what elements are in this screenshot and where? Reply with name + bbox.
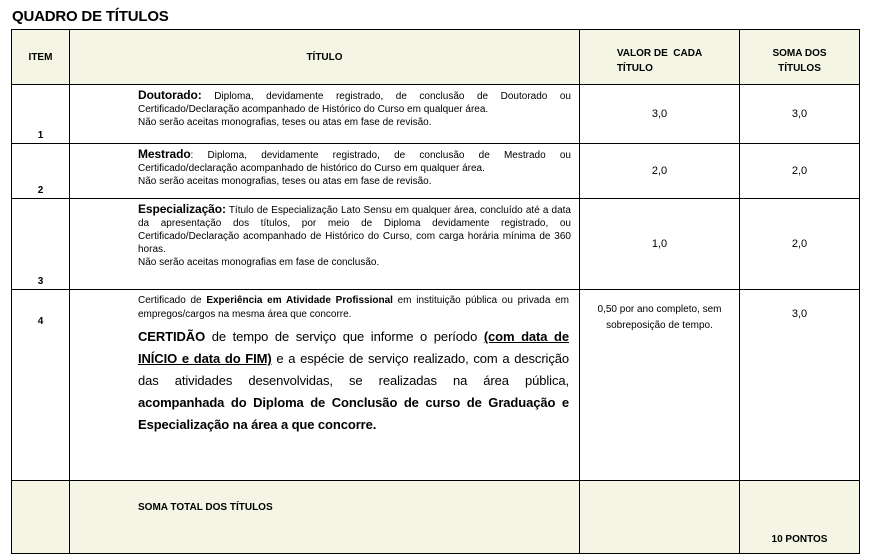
- row-item-number: 1: [12, 85, 70, 144]
- table-row: [12, 199, 860, 290]
- total-valor-cell: [580, 481, 740, 554]
- header-soma-line1: SOMA DOS: [772, 48, 827, 59]
- row-description: [70, 199, 580, 290]
- table-total-row: [12, 481, 860, 554]
- row-soma: 2,0: [740, 199, 860, 290]
- total-value: 10 PONTOS: [740, 481, 860, 554]
- titles-table: [11, 29, 860, 554]
- header-item: ITEM: [12, 30, 70, 85]
- total-item-cell: [12, 481, 70, 554]
- table-row: [12, 290, 860, 481]
- row-item-number: 2: [12, 144, 70, 199]
- row-label: Especialização:: [138, 202, 226, 216]
- row-text: : Diploma, devidamente registrado, de conclusão de Mestrado ou Certificado/declaração acompanhado de histórico do Curso em qualquer área.: [138, 150, 571, 174]
- row-item-number: 3: [12, 199, 70, 290]
- row-description: [70, 85, 580, 144]
- row-small-bold: Experiência em Atividade Profissional: [206, 295, 393, 306]
- row-valor: 2,0: [580, 144, 740, 199]
- total-label: SOMA TOTAL DOS TÍTULOS: [70, 481, 580, 554]
- header-valor: [580, 30, 740, 85]
- row-soma: 2,0: [740, 144, 860, 199]
- row-description: [70, 290, 580, 481]
- table-row: [12, 144, 860, 199]
- row-big-text: CERTIDÃO de tempo de serviço que informe o período (com data de INÍCIO e data do FIM) e a espécie de serviço realizado, com a descrição das atividades desenvolvidas, se realizadas na área pública, acompanhada do Diploma de Conclusão de curso de Graduação e Especialização na área a que concorre.: [138, 329, 570, 432]
- row-valor: 0,50 por ano completo, sem sobreposição de tempo.: [580, 290, 740, 481]
- date-requirement: (com data de INÍCIO e data do FIM): [138, 329, 570, 366]
- diploma-requirement: acompanhada do Diploma de Conclusão de curso de Graduação e Especialização na área a que concorre.: [138, 395, 569, 432]
- row-soma: 3,0: [740, 290, 860, 481]
- row-label: Mestrado: [138, 147, 191, 161]
- row-valor: 3,0: [580, 85, 740, 144]
- table-row: [12, 85, 860, 144]
- row-valor: 1,0: [580, 199, 740, 290]
- page-title: QUADRO DE TÍTULOS: [12, 8, 169, 25]
- row-description: [70, 144, 580, 199]
- row-note: Não serão aceitas monografias, teses ou atas em fase de revisão.: [138, 176, 432, 187]
- row-text: Título de Especialização Lato Sensu em qualquer área, concluído até a data da apresentação dos títulos, por meio de Diploma devidamente registrado, ou Certificado/Declaração acompanhado de Histórico do Curso, com carga horária mínima de 360 horas.: [138, 205, 571, 255]
- row-text: Diploma, devidamente registrado, de conclusão de Doutorado ou Certificado/Declaração acompanhado de Histórico do Curso em qualquer área.: [138, 91, 571, 115]
- header-valor-line2: TÍTULO: [616, 63, 653, 74]
- row-soma: 3,0: [740, 85, 860, 144]
- certidao-label: CERTIDÃO: [138, 329, 206, 344]
- row-note: Não serão aceitas monografias, teses ou atas em fase de revisão.: [138, 117, 432, 128]
- header-titulo: TÍTULO: [70, 30, 580, 85]
- row-small-text: Certificado de Experiência em Atividade Profissional em instituição pública ou privada em empregos/cargos na mesma área que concorre.: [138, 295, 570, 320]
- row-note: Não serão aceitas monografias em fase de conclusão.: [138, 257, 380, 268]
- header-soma: [740, 30, 860, 85]
- header-soma-line2: TÍTULOS: [778, 63, 821, 74]
- row-item-number: 4: [12, 290, 70, 481]
- table-header-row: [12, 30, 860, 85]
- header-valor-line1: VALOR DE CADA: [616, 48, 703, 59]
- row-label: Doutorado:: [138, 88, 202, 102]
